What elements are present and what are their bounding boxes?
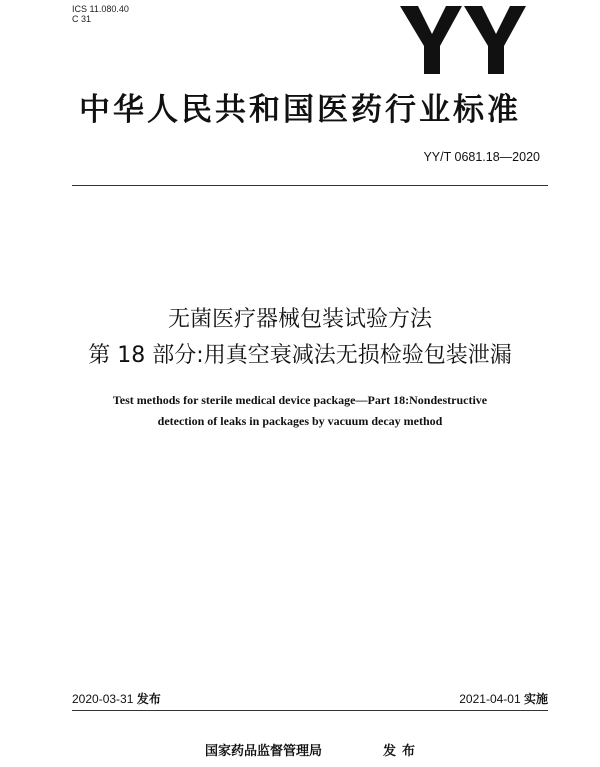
- implementation-date-value: 2021-04-01: [459, 692, 521, 706]
- issue-date-label: 发布: [136, 692, 161, 706]
- chinese-title-line-1: 无菌医疗器械包装试验方法: [167, 307, 432, 332]
- issue-date: [72, 690, 161, 707]
- publisher-name: 国家药品监督管理局: [205, 744, 323, 759]
- issue-date-value: 2020-03-31: [72, 692, 134, 706]
- english-title-line-1: Test methods for sterile medical device package—Part 18:Nondestructive: [112, 393, 488, 407]
- standard-type-title: 中华人民共和国医药行业标准: [79, 92, 521, 128]
- ics-code: ICS 11.080.40: [72, 4, 129, 14]
- implementation-date-label: 实施: [523, 692, 548, 706]
- english-title-line-2: detection of leaks in packages by vacuum decay method: [157, 414, 443, 428]
- chinese-title-line-2: 第 18 部分:用真空衰减法无损检验包装泄漏: [88, 343, 512, 368]
- header-divider: [72, 185, 548, 186]
- implementation-date: [459, 690, 548, 707]
- standard-number: YY/T 0681.18—2020: [423, 150, 540, 164]
- ccs-code: C 31: [72, 14, 92, 24]
- yy-logo: [398, 2, 528, 76]
- footer-divider: [72, 710, 548, 711]
- classification-codes: [72, 4, 129, 24]
- publisher-action: 发布: [383, 744, 422, 759]
